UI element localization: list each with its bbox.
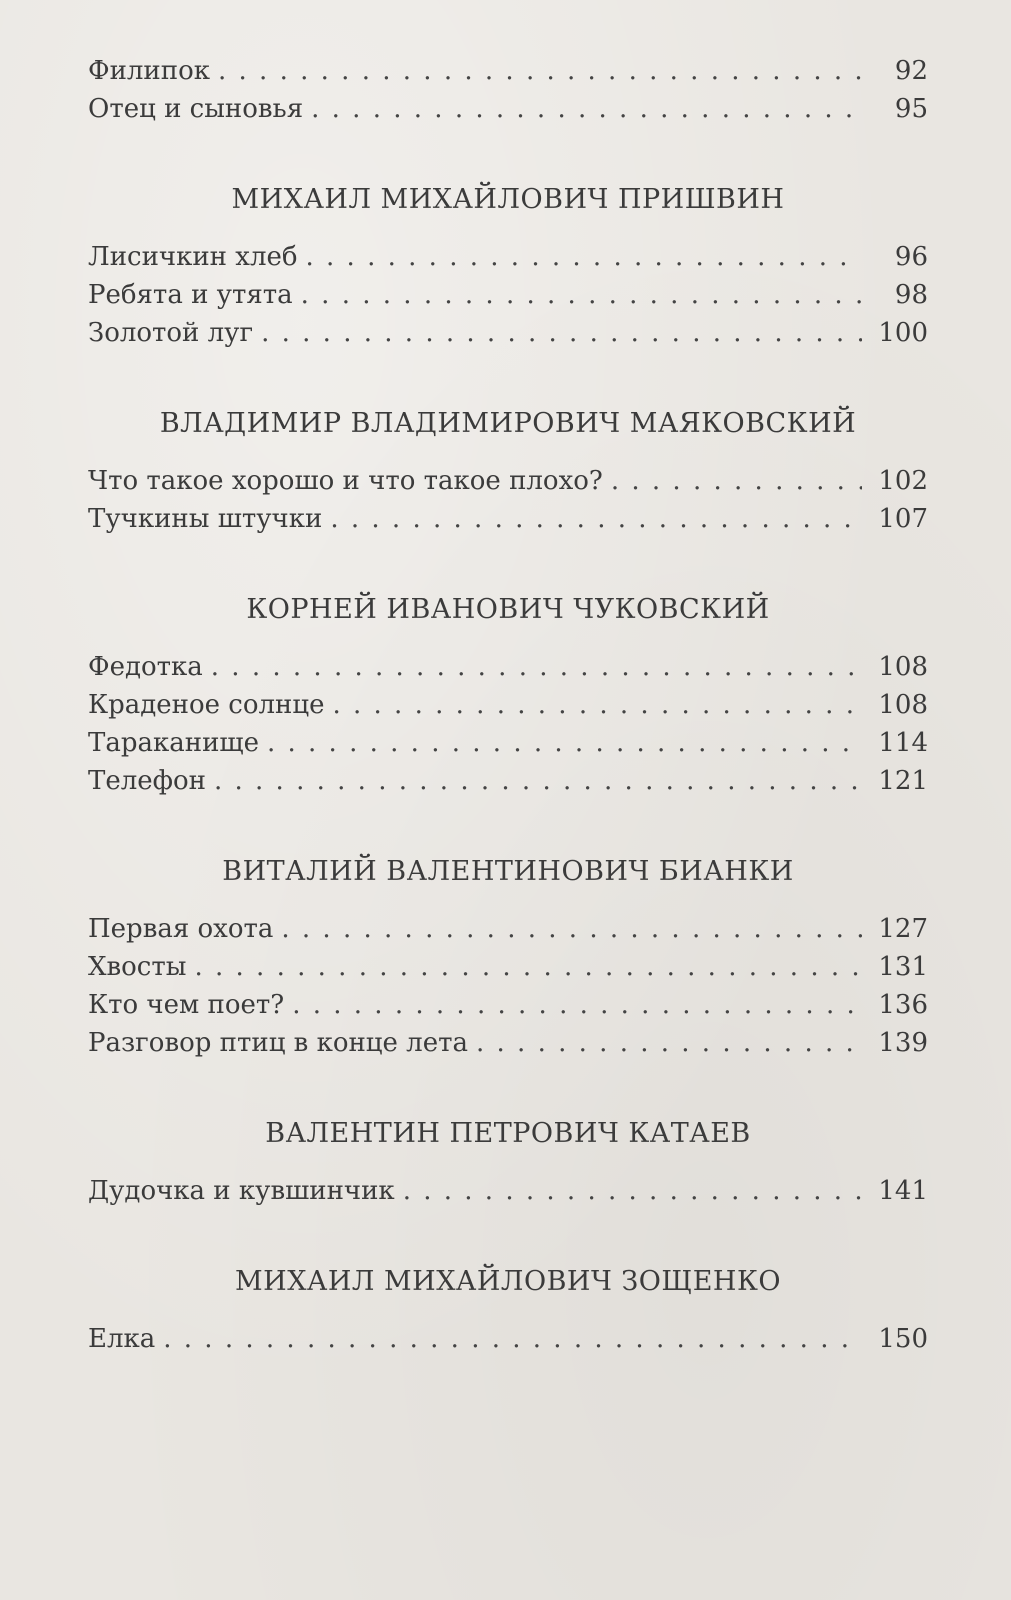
toc-entry [88,1320,928,1358]
toc-entry [88,276,928,314]
toc-entry [88,52,928,90]
toc-entry [88,462,928,500]
entry-title: Дудочка и кувшинчик [88,1176,395,1206]
entry-page-number: 108 [878,690,928,720]
entry-title: Кто чем поет? [88,990,285,1020]
dot-leader [330,500,862,538]
table-of-contents [88,52,928,1358]
entry-title: Ребята и утята [88,280,293,310]
entry-title: Филипок [88,56,210,86]
dot-leader [403,1172,862,1210]
dot-leader [163,1320,862,1358]
entry-title: Телефон [88,766,206,796]
dot-leader [306,238,863,276]
dot-leader [332,686,862,724]
toc-section [88,1117,928,1210]
toc-entry [88,762,928,800]
entry-page-number: 95 [894,94,928,124]
entry-title: Хвосты [88,952,187,982]
entry-page-number: 139 [878,1028,928,1058]
toc-section [88,593,928,800]
entry-page-number: 98 [894,280,928,310]
entry-title: Отец и сыновья [88,94,304,124]
toc-entry [88,724,928,762]
author-heading: КОРНЕЙ ИВАНОВИЧ ЧУКОВСКИЙ [246,594,770,625]
entry-title: Что такое хорошо и что такое плохо? [88,466,603,496]
author-heading: МИХАИЛ МИХАЙЛОВИЧ ПРИШВИН [231,184,785,215]
dot-leader [211,648,862,686]
toc-entry [88,648,928,686]
dot-leader [281,910,862,948]
toc-entry [88,314,928,352]
dot-leader [218,52,862,90]
dot-leader [301,276,862,314]
entry-title: Лисичкин хлеб [88,242,298,272]
toc-entry [88,1172,928,1210]
toc-entry [88,90,928,128]
entry-page-number: 136 [878,990,928,1020]
dot-leader [214,762,862,800]
entry-page-number: 150 [878,1324,928,1354]
entry-page-number: 100 [878,318,928,348]
entry-title: Золотой луг [88,318,254,348]
entry-title: Елка [88,1324,156,1354]
toc-section [88,855,928,1062]
entry-title: Тараканище [88,728,259,758]
entry-page-number: 114 [878,728,928,758]
toc-entry [88,500,928,538]
entry-page-number: 92 [894,56,928,86]
toc-section [88,1265,928,1358]
dot-leader [311,90,862,128]
toc-entry [88,1024,928,1062]
toc-entry [88,948,928,986]
entry-page-number: 127 [878,914,928,944]
author-heading: МИХАИЛ МИХАЙЛОВИЧ ЗОЩЕНКО [235,1266,781,1297]
entry-page-number: 141 [878,1176,928,1206]
dot-leader [261,314,862,352]
dot-leader [292,986,862,1024]
toc-entry [88,910,928,948]
toc-section [88,407,928,538]
author-heading: ВАЛЕНТИН ПЕТРОВИЧ КАТАЕВ [265,1118,751,1149]
dot-leader [611,462,862,500]
entry-title: Федотка [88,652,203,682]
entry-page-number: 96 [894,242,928,272]
dot-leader [267,724,862,762]
toc-section [88,183,928,352]
dot-leader [194,948,862,986]
entry-page-number: 108 [878,652,928,682]
author-heading: ВИТАЛИЙ ВАЛЕНТИНОВИЧ БИАНКИ [222,856,794,887]
entry-title: Первая охота [88,914,274,944]
entry-title: Тучкины штучки [88,504,323,534]
toc-entry [88,986,928,1024]
entry-page-number: 131 [878,952,928,982]
entry-page-number: 107 [878,504,928,534]
dot-leader [476,1024,862,1062]
toc-entry [88,238,928,276]
toc-section [88,52,928,128]
author-heading: ВЛАДИМИР ВЛАДИМИРОВИЧ МАЯКОВСКИЙ [159,408,857,439]
entry-title: Краденое солнце [88,690,325,720]
entry-title: Разговор птиц в конце лета [88,1028,468,1058]
toc-entry [88,686,928,724]
entry-page-number: 121 [878,766,928,796]
entry-page-number: 102 [878,466,928,496]
